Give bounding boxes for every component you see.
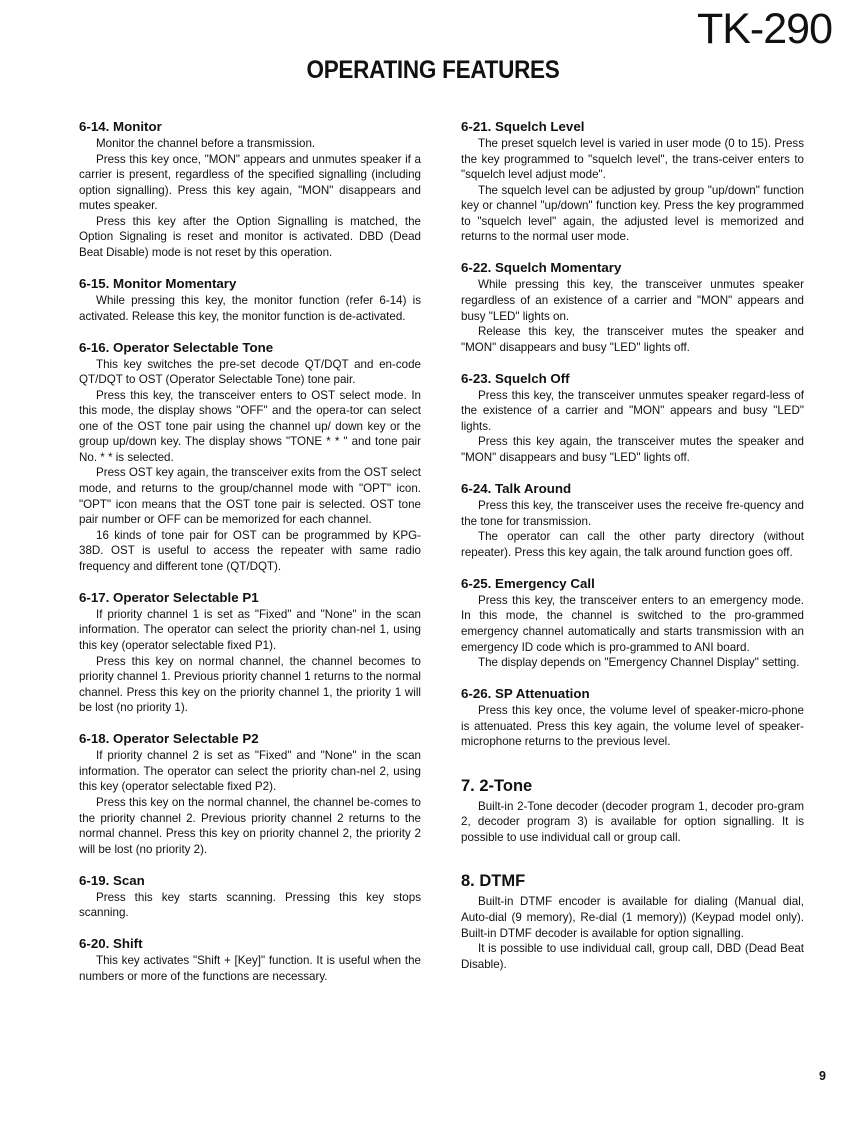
- paragraph: If priority channel 1 is set as "Fixed" and "None" in the scan information. The operator can select the priority chan-nel 1, using this key (operator selectable fixed P1).: [79, 607, 421, 652]
- section-monitor: [79, 118, 421, 260]
- section-sp-attenuation: [461, 685, 804, 750]
- section-dtmf: [461, 871, 804, 972]
- paragraph: The operator can call the other party directory (without repeater). Press this key again, the talk around function goes off.: [461, 530, 804, 559]
- paragraph: Monitor the channel before a transmission.: [96, 137, 316, 150]
- section-2-tone: [461, 776, 804, 846]
- section-operator-selectable-p2: [79, 730, 421, 857]
- section-scan: [79, 872, 421, 921]
- section-monitor-momentary: [79, 275, 421, 324]
- section-heading: 6-20. Shift: [79, 936, 143, 952]
- paragraph: If priority channel 2 is set as "Fixed" and "None" in the scan information. The operator can select the priority chan-nel 2, using this key (operator selectable fixed P2).: [79, 749, 421, 794]
- section-heading: 6-26. SP Attenuation: [461, 686, 590, 702]
- paragraph: Press this key on normal channel, the channel becomes to priority channel 1. Previous priority channel 1 returns to the normal channel. Press this key on the priority channel 1, the priority 1 will be lost (no priority 1).: [79, 654, 421, 715]
- paragraph: Press this key again, the transceiver mutes the speaker and "MON" disappears and busy "LED" lights off.: [461, 435, 804, 464]
- section-squelch-level: [461, 118, 804, 245]
- paragraph: It is possible to use individual call, group call, DBD (Dead Beat Disable).: [461, 942, 804, 971]
- paragraph: Press this key once, "MON" appears and unmutes speaker if a carrier is present, regardless of the specified signalling (including option signalling). Press this key again, "MON" disappears and mutes speaker.: [79, 152, 421, 213]
- section-shift: [79, 935, 421, 984]
- section-heading: 6-18. Operator Selectable P2: [79, 731, 259, 747]
- paragraph: While pressing this key, the transceiver unmutes speaker regardless of an existence of a carrier and "MON" appears and busy "LED" lights on.: [461, 278, 804, 323]
- section-operator-selectable-tone: [79, 339, 421, 575]
- paragraph: Press this key, the transceiver unmutes speaker regard-less of the existence of a carrier and "MON" appears and busy "LED" lights.: [461, 388, 804, 433]
- paragraph: The preset squelch level is varied in user mode (0 to 15). Press the key programmed to "squelch level", the trans-ceiver enters to "squelch level adjust mode".: [461, 137, 804, 182]
- page-title: OPERATING FEATURES: [306, 56, 560, 84]
- section-heading: 6-14. Monitor: [79, 119, 162, 134]
- section-emergency-call: [461, 575, 804, 671]
- chapter-heading: 8. DTMF: [461, 872, 526, 891]
- section-operator-selectable-p1: [79, 589, 421, 716]
- section-heading: 6-19. Scan: [79, 872, 145, 888]
- paragraph: The squelch level can be adjusted by group "up/down" function key or channel "up/down" function key. Press the key programmed to "squelch level" again, the adjusted level is memorized and returns to the normal user mode.: [461, 183, 804, 244]
- section-heading: 6-15. Monitor Momentary: [79, 275, 237, 291]
- left-column: [79, 118, 421, 999]
- section-heading: 6-16. Operator Selectable Tone: [79, 339, 274, 355]
- section-squelch-off: [461, 370, 804, 466]
- paragraph: Built-in DTMF encoder is available for dialing (Manual dial, Auto-dial (9 memory), Re-dial (1 memory)) (Keypad model only). Built-in DTMF decoder is available for option signalling.: [461, 895, 804, 940]
- paragraph: Press this key on the normal channel, the channel be-comes to the priority channel 2. Previous priority channel 2 returns to the normal channel. Press this key on priority channel 2, the priority 2 will be lost (no priority 2).: [79, 795, 421, 856]
- section-heading: 6-24. Talk Around: [461, 481, 572, 497]
- model-number: TK-290: [696, 5, 832, 53]
- section-heading: 6-22. Squelch Momentary: [461, 260, 622, 276]
- paragraph: Press OST key again, the transceiver exits from the OST select mode, and returns to the group/channel mode with "OPT" icon. "OPT" icon means that the OST tone pair is selected. OST tone pair number or OFF can be memorized for each channel.: [79, 466, 421, 527]
- paragraph: Press this key, the transceiver enters to OST select mode. In this mode, the display shows "OFF" and the opera-tor can select one of the OST tone pair using the channel up/ down key or the group up/down key. The display shows "TONE * * " and tone pair No. * * is selected.: [79, 388, 421, 464]
- paragraph: Press this key starts scanning. Pressing this key stops scanning.: [79, 890, 421, 920]
- paragraph: This key activates "Shift + [Key]" function. It is useful when the numbers or more of the functions are necessary.: [79, 954, 421, 983]
- section-heading: 6-17. Operator Selectable P1: [79, 589, 259, 605]
- chapter-heading: 7. 2-Tone: [461, 776, 533, 795]
- paragraph: This key switches the pre-set decode QT/DQT and en-code QT/DQT to OST (Operator Selectable Tone) tone pair.: [79, 357, 421, 387]
- paragraph: Release this key, the transceiver mutes the speaker and "MON" disappears and busy "LED" lights off.: [461, 325, 804, 354]
- section-heading: 6-21. Squelch Level: [461, 119, 585, 134]
- paragraph: 16 kinds of tone pair for OST can be programmed by KPG-38D. OST is useful to access the repeater with same radio frequency and different tone (QT/DQT).: [79, 528, 421, 573]
- section-heading: 6-23. Squelch Off: [461, 370, 570, 386]
- paragraph: Built-in 2-Tone decoder (decoder program 1, decoder pro-gram 2, decoder program 3) is available for option signalling. It is possible to use individual call or group call.: [461, 799, 804, 844]
- paragraph: The display depends on "Emergency Channel Display" setting.: [478, 656, 800, 670]
- paragraph: Press this key, the transceiver enters to an emergency mode. In this mode, the channel is switched to the pro-grammed emergency channel automatically and starts transmission with an emergency ID code which is pro-grammed to ANI board.: [461, 593, 804, 654]
- section-heading: 6-25. Emergency Call: [461, 575, 595, 591]
- paragraph: While pressing this key, the monitor function (refer 6-14) is activated. Release this key, the monitor function is de-activated.: [79, 293, 421, 323]
- section-squelch-momentary: [461, 259, 804, 355]
- right-column: [461, 118, 804, 994]
- paragraph: Press this key, the transceiver uses the receive fre-quency and the tone for transmission.: [461, 499, 804, 528]
- paragraph: Press this key once, the volume level of speaker-micro-phone is attenuated. Press this key again, the volume level of speaker-microphone returns to the previous level.: [461, 704, 804, 749]
- section-talk-around: [461, 480, 804, 560]
- paragraph: Press this key after the Option Signalling is matched, the Option Signaling is reset and monitor is activated. DBD (Dead Beat Disable) mode is not reset by this operation.: [79, 214, 421, 259]
- page-number: 9: [819, 1069, 826, 1083]
